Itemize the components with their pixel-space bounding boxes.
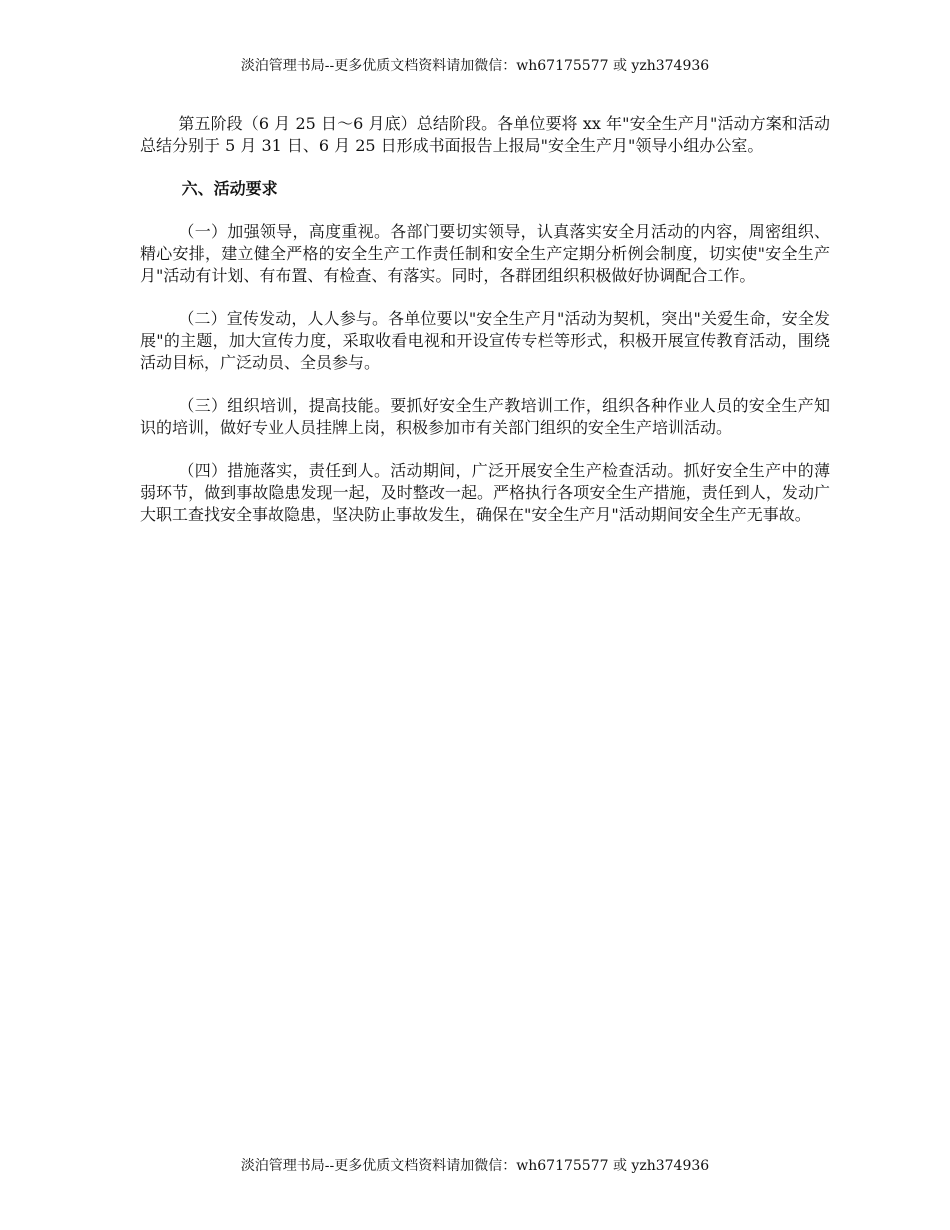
paragraph-requirement-3: （三）组织培训，提高技能。要抓好安全生产教培训工作，组织各种作业人员的安全生产知识的培训，做好专业人员挂牌上岗，积极参加市有关部门组织的安全生产培训活动。 [140, 396, 830, 437]
paragraph-requirement-1: （一）加强领导，高度重视。各部门要切实领导，认真落实安全月活动的内容，周密组织、精心安排，建立健全严格的安全生产工作责任制和安全生产定期分析例会制度，切实使"安全生产月"活动有计划、有布置、有检查、有落实。同时，各群团组织积极做好协调配合工作。 [140, 222, 830, 285]
section-heading: 六、活动要求 [181, 179, 278, 198]
paragraph-requirement-4: （四）措施落实，责任到人。活动期间，广泛开展安全生产检查活动。抓好安全生产中的薄弱环节，做到事故隐患发现一起，及时整改一起。严格执行各项安全生产措施，责任到人，发动广大职工查找安全事故隐患，坚决防止事故发生，确保在"安全生产月"活动期间安全生产无事故。 [140, 461, 830, 524]
paragraph-stage-five: 第五阶段（6 月 25 日～6 月底）总结阶段。各单位要将 xx 年"安全生产月"活动方案和活动总结分别于 5 月 31 日、6 月 25 日形成书面报告上报局"安全生产月"领导小组办公室。 [140, 114, 830, 155]
page-header: 淡泊管理书局--更多优质文档资料请加微信：wh67175577 或 yzh374936 [240, 58, 710, 74]
page-footer: 淡泊管理书局--更多优质文档资料请加微信：wh67175577 或 yzh374936 [240, 1158, 710, 1174]
paragraph-requirement-2: （二）宣传发动，人人参与。各单位要以"安全生产月"活动为契机，突出"关爱生命，安全发展"的主题，加大宣传力度，采取收看电视和开设宣传专栏等形式，积极开展宣传教育活动，围绕活动目标，广泛动员、全员参与。 [140, 309, 830, 372]
document-body [140, 113, 830, 526]
